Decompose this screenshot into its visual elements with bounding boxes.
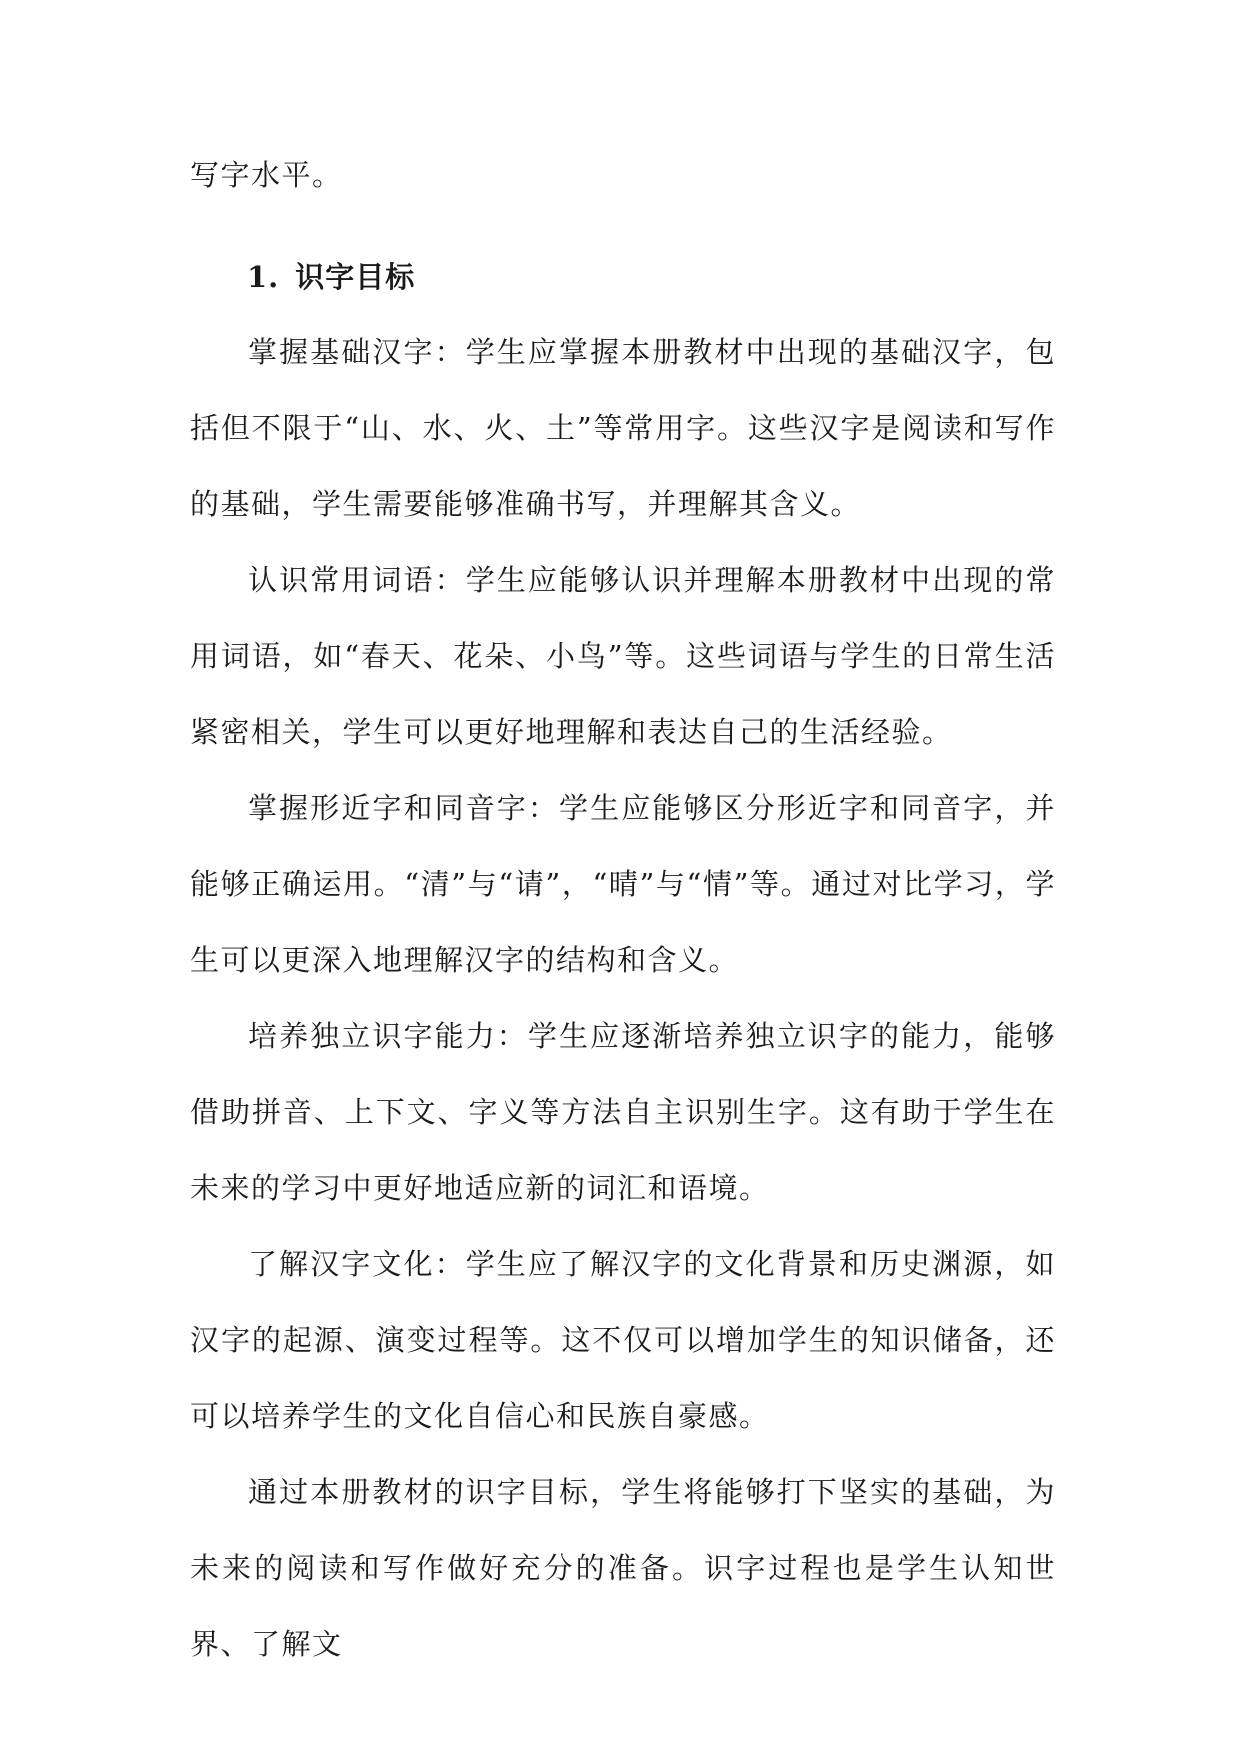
paragraph-character-culture: 了解汉字文化：学生应了解汉字的文化背景和历史渊源，如汉字的起源、演变过程等。这不仅可以增加学生的知识储备，还可以培养学生的文化自信心和民族自豪感。 xyxy=(190,1247,1056,1433)
paragraph-independent-literacy: 培养独立识字能力：学生应逐渐培养独立识字的能力，能够借助拼音、上下文、字义等方法自主识别生字。这有助于学生在未来的学习中更好地适应新的词汇和语境。 xyxy=(190,1019,1056,1205)
paragraph-basic-characters: 掌握基础汉字：学生应掌握本册教材中出现的基础汉字，包括但不限于“山、水、火、土”等常用字。这些汉字是阅读和写作的基础，学生需要能够准确书写，并理解其含义。 xyxy=(190,335,1056,521)
section-title: 识字目标 xyxy=(295,260,416,294)
paragraph-common-words: 认识常用词语：学生应能够认识并理解本册教材中出现的常用词语，如“春天、花朵、小鸟”等。这些词语与学生的日常生活紧密相关，学生可以更好地理解和表达自己的生活经验。 xyxy=(190,563,1056,749)
section-heading xyxy=(247,239,415,315)
paragraph-summary: 通过本册教材的识字目标，学生将能够打下坚实的基础，为未来的阅读和写作做好充分的准备。识字过程也是学生认知世界、了解文 xyxy=(190,1475,1056,1661)
section-number: 1. xyxy=(247,260,280,294)
continuation-text: 写字水平。 xyxy=(190,158,343,192)
paragraph-similar-characters: 掌握形近字和同音字：学生应能够区分形近字和同音字，并能够正确运用。“清”与“请”，“晴”与“情”等。通过对比学习，学生可以更深入地理解汉字的结构和含义。 xyxy=(190,791,1056,977)
